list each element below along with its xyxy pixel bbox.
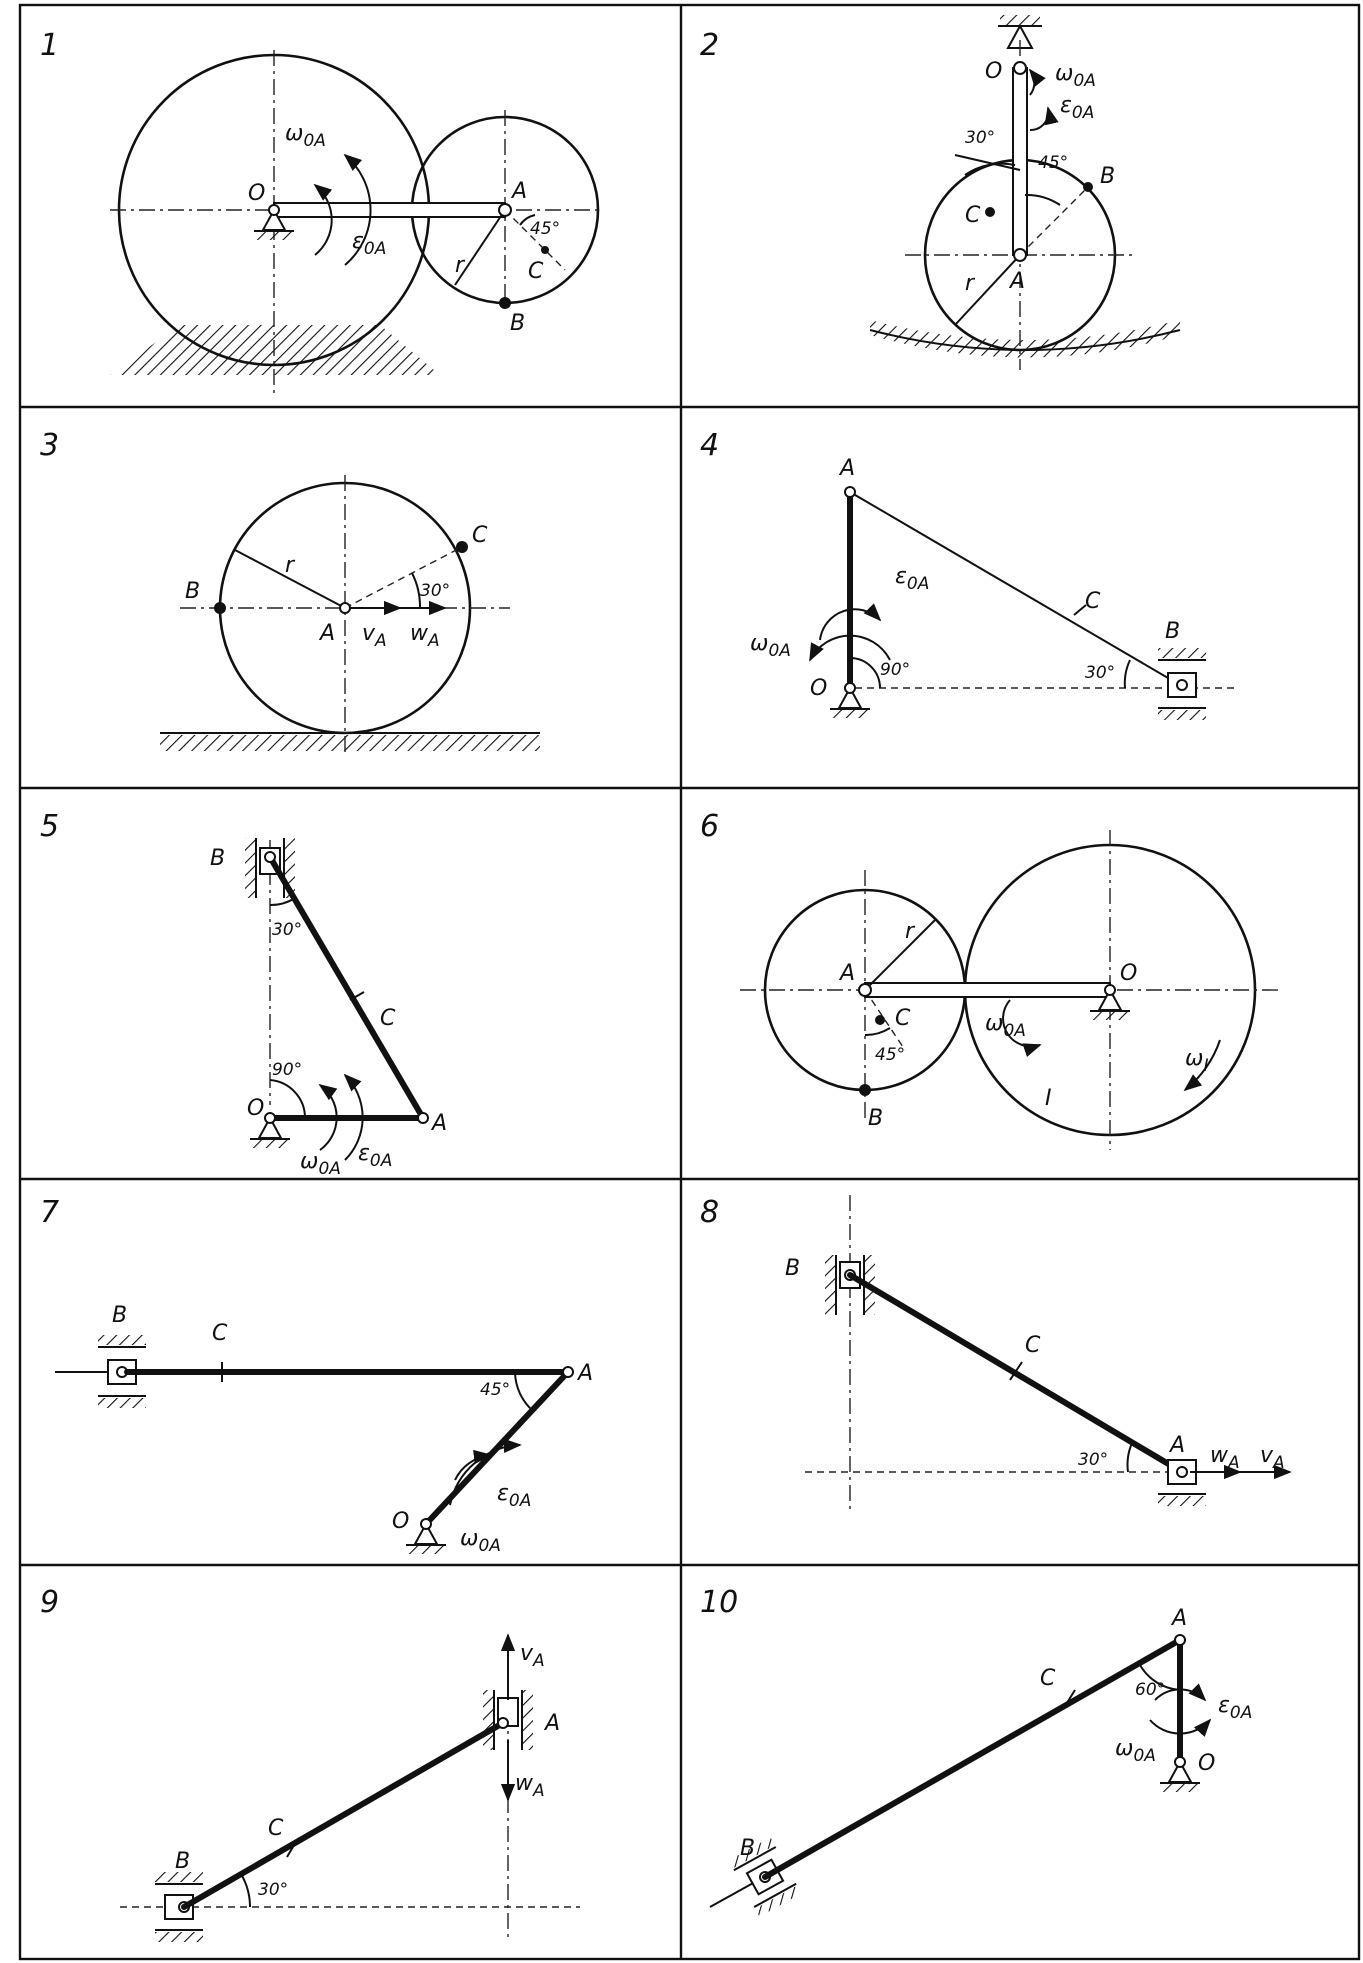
velocity-label: $v_A$ bbox=[362, 621, 387, 651]
angle-label: 90° bbox=[272, 1060, 303, 1080]
panel-number: 6 bbox=[700, 809, 720, 844]
label-O: O bbox=[1120, 961, 1138, 986]
label-B: B bbox=[1100, 164, 1116, 189]
angle-label: 45° bbox=[1038, 153, 1069, 173]
label-A: A bbox=[545, 1711, 561, 1736]
label-A: A bbox=[320, 621, 336, 646]
label-A: A bbox=[578, 1361, 594, 1386]
angle-label: 30° bbox=[258, 1880, 289, 1900]
epsilon-label: $\varepsilon_{0A}$ bbox=[1060, 93, 1095, 123]
acceleration-label: $w_A$ bbox=[515, 1771, 545, 1801]
panel-5 bbox=[40, 809, 447, 1179]
label-B: B bbox=[1165, 619, 1181, 644]
panel-number: 2 bbox=[700, 28, 720, 63]
panel-number: 9 bbox=[40, 1585, 60, 1620]
epsilon-label: $\varepsilon_{0A}$ bbox=[895, 564, 930, 594]
panel-1 bbox=[40, 28, 600, 395]
label-A: A bbox=[512, 179, 528, 204]
panel-number: 4 bbox=[700, 428, 720, 463]
label-A: A bbox=[840, 961, 856, 986]
label-O: O bbox=[248, 181, 266, 206]
label-C: C bbox=[1025, 1333, 1041, 1358]
angle-label: 45° bbox=[480, 1380, 511, 1400]
label-O: O bbox=[985, 59, 1003, 84]
angle-label: 90° bbox=[880, 660, 911, 680]
acceleration-label: $w_A$ bbox=[410, 621, 440, 651]
panel-number: 10 bbox=[700, 1585, 739, 1620]
panel-4 bbox=[700, 428, 1235, 720]
label-B: B bbox=[510, 311, 526, 336]
label-O: O bbox=[810, 676, 828, 701]
label-B: B bbox=[868, 1106, 884, 1131]
angle-label: 30° bbox=[272, 920, 303, 940]
label-B: B bbox=[185, 579, 201, 604]
acceleration-label: $w_A$ bbox=[1210, 1443, 1240, 1473]
label-A: A bbox=[432, 1111, 448, 1136]
label-A: A bbox=[1172, 1606, 1188, 1631]
panel-3 bbox=[40, 428, 540, 755]
label-B: B bbox=[112, 1303, 128, 1328]
panel-number: 5 bbox=[40, 809, 60, 844]
label-C: C bbox=[212, 1321, 228, 1346]
epsilon-label: $\varepsilon_{0A}$ bbox=[352, 229, 387, 259]
label-r: r bbox=[455, 253, 465, 278]
velocity-label: $v_A$ bbox=[520, 1641, 545, 1671]
omega-I-label: $\omega_I$ bbox=[1185, 1046, 1209, 1076]
panel-number: 8 bbox=[700, 1195, 720, 1230]
label-A: A bbox=[1170, 1433, 1186, 1458]
epsilon-label: $\varepsilon_{0A}$ bbox=[1218, 1693, 1253, 1723]
angle-label: 30° bbox=[965, 128, 996, 148]
epsilon-label: $\varepsilon_{0A}$ bbox=[497, 1481, 532, 1511]
panel-10 bbox=[700, 1585, 1252, 1917]
label-C: C bbox=[472, 523, 488, 548]
angle-label: 45° bbox=[875, 1045, 906, 1065]
panel-8 bbox=[700, 1195, 1290, 1510]
omega-label: $\omega_{0A}$ bbox=[985, 1011, 1026, 1041]
panel-6 bbox=[700, 809, 1280, 1150]
label-A: A bbox=[1010, 269, 1026, 294]
label-B: B bbox=[175, 1849, 191, 1874]
panel-number: 3 bbox=[40, 428, 60, 463]
panel-number: 7 bbox=[40, 1195, 60, 1230]
omega-label: $\omega_{0A}$ bbox=[300, 1149, 341, 1179]
label-C: C bbox=[965, 203, 981, 228]
velocity-label: $v_A$ bbox=[1260, 1443, 1285, 1473]
label-C: C bbox=[268, 1816, 284, 1841]
label-r: r bbox=[285, 553, 295, 578]
angle-label: 45° bbox=[530, 219, 561, 239]
label-O: O bbox=[392, 1509, 410, 1534]
label-C: C bbox=[380, 1006, 396, 1031]
omega-label: $\omega_{0A}$ bbox=[1055, 61, 1096, 91]
wheel-label: I bbox=[1045, 1086, 1052, 1111]
label-C: C bbox=[1040, 1666, 1056, 1691]
label-B: B bbox=[740, 1836, 756, 1861]
label-O: O bbox=[1198, 1751, 1216, 1776]
panel-number: 1 bbox=[40, 28, 60, 63]
label-A: A bbox=[840, 456, 856, 481]
panel-7 bbox=[40, 1195, 593, 1556]
angle-label: 30° bbox=[420, 581, 451, 601]
angle-label: 30° bbox=[1078, 1450, 1109, 1470]
label-O: O bbox=[247, 1096, 265, 1121]
label-r: r bbox=[905, 919, 915, 944]
label-C: C bbox=[1085, 589, 1101, 614]
panel-9 bbox=[40, 1585, 580, 1942]
epsilon-label: $\varepsilon_{0A}$ bbox=[358, 1141, 393, 1171]
label-C: C bbox=[895, 1006, 911, 1031]
omega-label: $\omega_{0A}$ bbox=[285, 121, 326, 151]
panel-2 bbox=[700, 15, 1180, 370]
angle-label: 60° bbox=[1135, 1680, 1166, 1700]
grid-frame bbox=[20, 5, 1359, 1959]
label-r: r bbox=[965, 271, 975, 296]
omega-label: $\omega_{0A}$ bbox=[750, 631, 791, 661]
omega-label: $\omega_{0A}$ bbox=[1115, 1736, 1156, 1766]
label-B: B bbox=[785, 1256, 801, 1281]
label-C: C bbox=[528, 259, 544, 284]
label-B: B bbox=[210, 846, 226, 871]
omega-label: $\omega_{0A}$ bbox=[460, 1526, 501, 1556]
angle-label: 30° bbox=[1085, 663, 1116, 683]
